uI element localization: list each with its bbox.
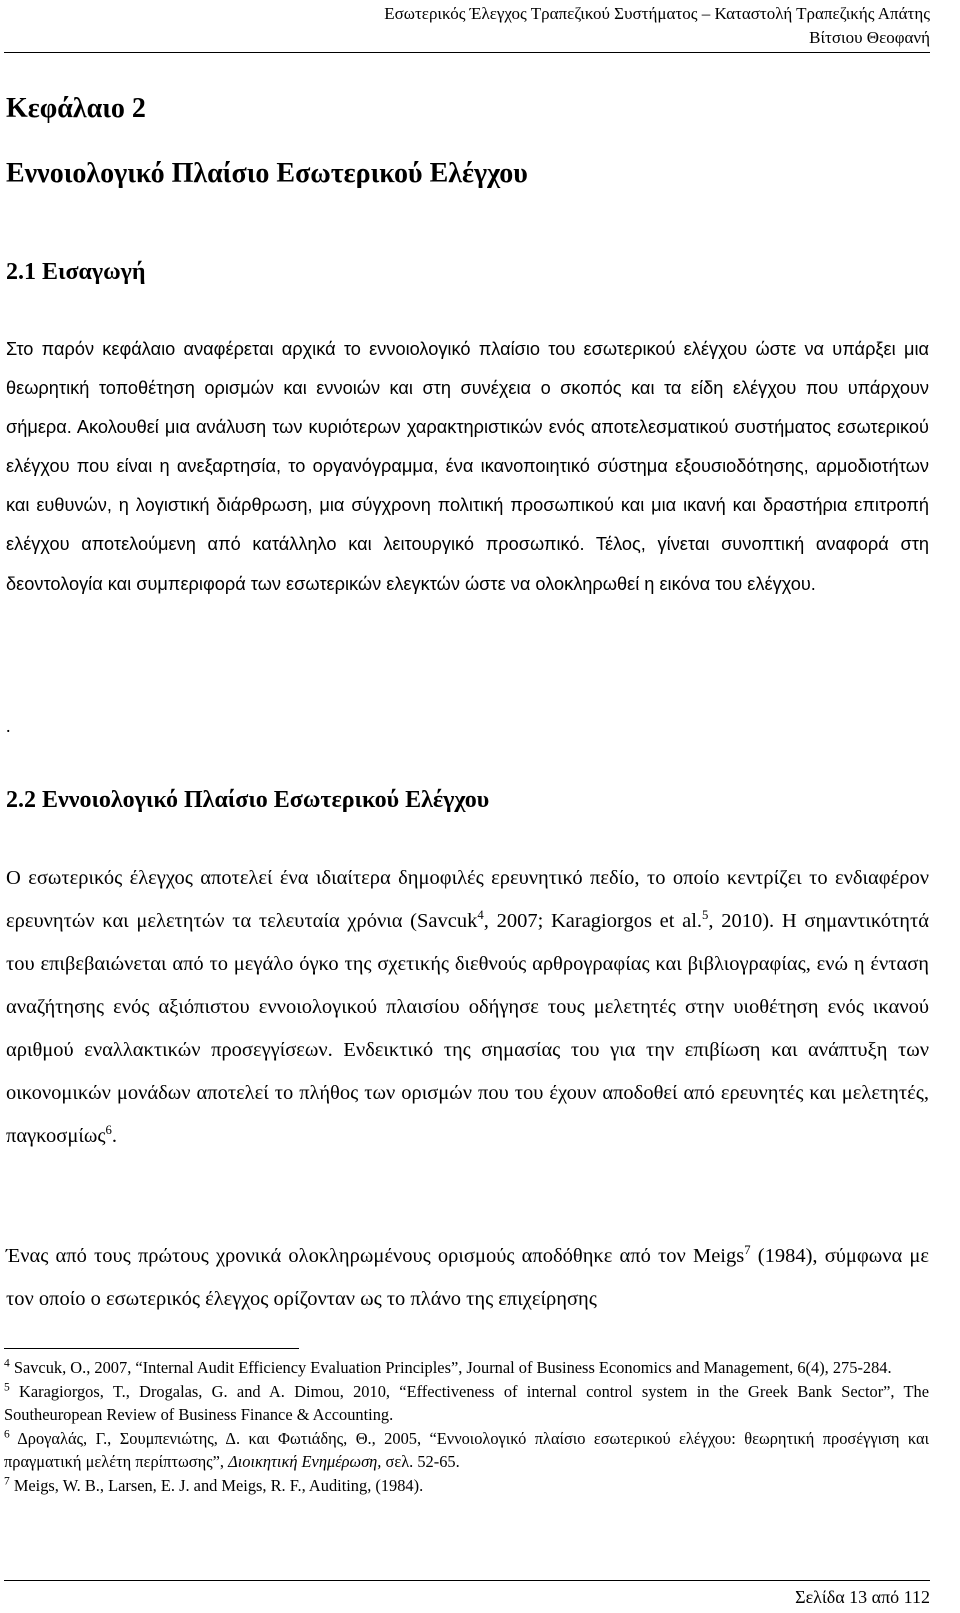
footnote-ref-7[interactable]: 7 [744,1243,751,1258]
trailing-dot: . [6,716,11,736]
section-2-1-heading: 2.1 Εισαγωγή [6,259,146,285]
chapter-label: Κεφάλαιο 2 [6,93,146,124]
p1-text-a: Ο εσωτερικός έλεγχος αποτελεί ένα ιδιαίτερα δημοφιλές ερευνητικό πεδίο, το οποίο κεντρίζει το ενδιαφέρον ερευνητών και μελετητών τα τελευταία χρόνια (Savcuk [6,867,929,932]
footnote-separator [4,1348,299,1349]
section-2-2-paragraph-1 [6,857,929,1158]
page-number: Σελίδα 13 από 112 [795,1587,930,1607]
p2-text-a: Ένας από τους πρώτους χρονικά ολοκληρωμένους ορισμούς αποδόθηκε από τον Meigs [6,1245,745,1267]
header-divider [4,52,930,53]
footnote-text: Meigs, W. B., Larsen, E. J. and Meigs, R. F., Auditing, (1984). [9,1475,424,1495]
footnote-number: 6 [4,1428,10,1441]
footnote-text: Karagiorgos, T., Drogalas, G. and A. Dimou, 2010, “Effectiveness of internal control system in the Greek Bank Sector”, The Southeuropean Review of Business Finance & Accounting. [4,1381,929,1425]
footnote-number: 4 [4,1357,10,1370]
p2-text-b: (1984), σύμφωνα με τον οποίο ο εσωτερικός έλεγχος ορίζονταν ως το πλάνο της επιχείρησης [6,1245,929,1310]
running-header [30,2,930,50]
footnote-4 [4,1356,929,1380]
footnote-ref-5[interactable]: 5 [702,908,709,923]
footnote-journal: Διοικητική Ενημέρωση, [228,1452,382,1472]
footnote-ref-6[interactable]: 6 [105,1123,112,1138]
section-2-1-paragraph: Στο παρόν κεφάλαιο αναφέρεται αρχικά το εννοιολογικό πλαίσιο του εσωτερικού ελέγχου ώστε να υπάρξει μια θεωρητική τοποθέτηση ορισμών και εννοιών και στη συνέχεια ο σκοπός και τα είδη ελέγχου που υπάρχουν σήμερα. Ακολουθεί μια ανάλυση των κυριότερων χαρακτηριστικών ενός αποτελεσματικού συστήματος εσωτερικού ελέγχου που είναι η ανεξαρτησία, το οργανόγραμμα, ένα ικανοποιητικό σύστημα εξουσιοδότησης, αρμοδιοτήτων και ευθυνών, η λογιστική διάρθρωση, μια σύγχρονη πολιτική προσωπικού και μια ικανή και δραστήρια επιτροπή ελέγχου αποτελούμενη από κατάλληλο και λειτουργικό προσωπικό. Τέλος, γίνεται συνοπτική αναφορά στη δεοντολογία και συμπεριφορά των εσωτερικών ελεγκτών ώστε να ολοκληρωθεί η εικόνα του ελέγχου. [6,339,929,594]
footnote-6 [4,1427,929,1474]
footer-divider [4,1580,930,1581]
footnote-number: 5 [4,1381,10,1394]
p1-text-b: , 2007; Karagiorgos et al. [483,910,703,932]
section-2-2-paragraph-2 [6,1235,929,1321]
footnote-text: Δρογαλάς, Γ., Σουμπενιώτης, Δ. και Φωτιάδης, Θ., 2005, “Εννοιολογικό πλαίσιο εσωτερικού ελέγχου: θεωρητική προσέγγιση και πραγματική μελέτη περίπτωσης”, [4,1428,929,1472]
p1-text-c: , 2010). Η σημαντικότητά του επιβεβαιώνεται από το μεγάλο όγκο της σχετικής διεθνούς αρθρογραφίας και βιβλιογραφίας, ενώ η ένταση αναζήτησης ενός αξιόπιστου εννοιολογικού πλαισίου οδήγησε τους μελετητές στην υιοθέτηση ενός ικανού αριθμού εναλλακτικών προσεγγίσεων. Ενδεικτικό της σημασίας του για την επιβίωση και ανάπτυξη των οικονομικών μονάδων αποτελεί το πλήθος των ορισμών που του έχουν αποδοθεί από ερευνητές και μελετητές, παγκοσμίως [6,910,929,1147]
footnotes [4,1356,929,1498]
header-author: Βίτσιου Θεοφανή [809,28,930,47]
footnote-5 [4,1380,929,1427]
footnote-text: Savcuk, O., 2007, “Internal Audit Efficiency Evaluation Principles”, Journal of Business Economics and Management, 6(4), 275-284. [9,1358,892,1377]
header-title: Εσωτερικός Έλεγχος Τραπεζικού Συστήματος – Καταστολή Τραπεζικής Απάτης [384,4,930,23]
section-2-2-heading: 2.2 Εννοιολογικό Πλαίσιο Εσωτερικού Ελέγχου [6,787,490,813]
footnote-ref-4[interactable]: 4 [477,908,484,923]
chapter-title: Εννοιολογικό Πλαίσιο Εσωτερικού Ελέγχου [6,158,528,189]
footnote-number: 7 [4,1475,10,1488]
p1-text-d: . [111,1125,117,1147]
footnote-7 [4,1474,929,1498]
footnote-pages: σελ. 52-65. [381,1452,460,1472]
